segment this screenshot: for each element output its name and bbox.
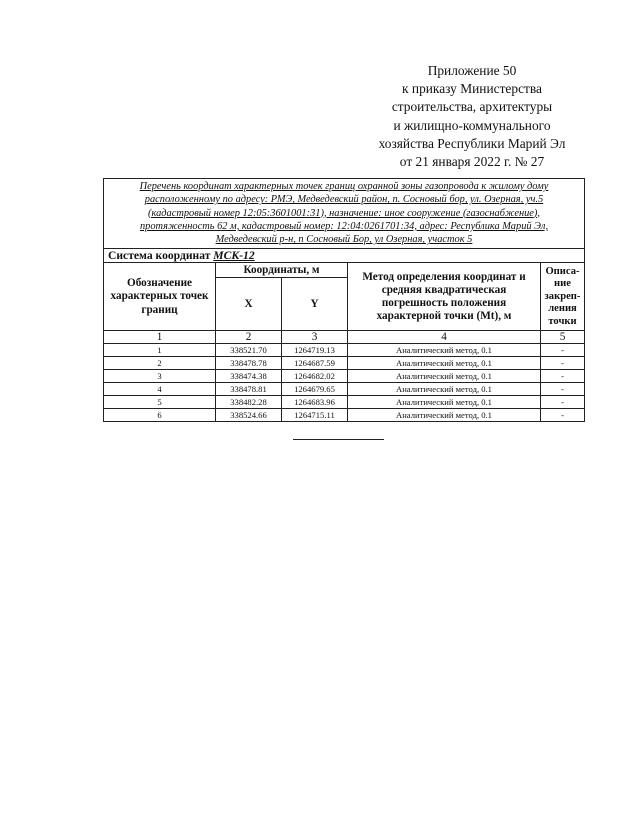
- table-title-line: расположенному по адресу: РМЭ, Медведевский район, п. Сосновый бор, ул. Озерная, уч.5: [144, 194, 544, 206]
- table-row: [104, 409, 585, 422]
- column-number: 4: [348, 331, 541, 344]
- table-row: [104, 344, 585, 357]
- header-description: [541, 263, 585, 331]
- table-title-line: Медведевский р-н, п Сосновый Бор, ул Озерная, участок 5: [215, 234, 473, 246]
- header-method-line: средняя квадратическая: [381, 283, 507, 296]
- appendix-line: от 21 января 2022 г. № 27: [399, 154, 545, 170]
- header-method-line: характерной точки (Mt), м: [376, 310, 512, 323]
- table-row: [104, 383, 585, 396]
- column-number: 1: [104, 331, 216, 344]
- header-x: X: [216, 278, 282, 331]
- closing-divider: [293, 439, 384, 440]
- method-cell: Аналитический метод, 0.1: [348, 357, 541, 370]
- x-cell: 338478.78: [216, 357, 282, 370]
- y-cell: 1264719.13: [282, 344, 348, 357]
- header-method-line: погрешность положения: [381, 296, 507, 309]
- header-designation-line: характерных точек: [110, 290, 209, 303]
- header-method: [348, 263, 541, 331]
- header-description-line: ления: [548, 303, 577, 315]
- header-method-line: Метод определения координат и: [362, 270, 526, 283]
- method-cell: Аналитический метод, 0.1: [348, 396, 541, 409]
- description-cell: -: [541, 396, 585, 409]
- table-title-line: (кадастровый номер 12:05:3601001:31), назначение: иное сооружение (газоснабжение),: [148, 207, 540, 219]
- coordinate-system-row: [104, 249, 585, 263]
- y-cell: 1264682.02: [282, 370, 348, 383]
- table-row: [104, 396, 585, 409]
- x-cell: 338521.70: [216, 344, 282, 357]
- table-title-line: Перечень координат характерных точек границ охранной зоны газопровода к жилому дому: [139, 181, 549, 192]
- y-cell: 1264679.65: [282, 383, 348, 396]
- point-cell: 5: [104, 396, 216, 409]
- point-cell: 3: [104, 370, 216, 383]
- column-number: 5: [541, 331, 585, 344]
- x-cell: 338524.66: [216, 409, 282, 422]
- coordinate-system-label: Система координат: [108, 249, 211, 263]
- header-description-line: ние: [554, 278, 571, 290]
- appendix-line: и жилищно-коммунального: [393, 117, 551, 133]
- appendix-line: хозяйства Республики Марий Эл: [378, 135, 566, 151]
- point-cell: 2: [104, 357, 216, 370]
- table-row: [104, 357, 585, 370]
- header-designation: [104, 263, 216, 331]
- header-description-line: точки: [548, 315, 577, 327]
- table-row: [104, 370, 585, 383]
- description-cell: -: [541, 383, 585, 396]
- method-cell: Аналитический метод, 0.1: [348, 409, 541, 422]
- coordinates-table: [103, 178, 585, 422]
- header-designation-line: Обозначение: [127, 277, 192, 290]
- description-cell: -: [541, 344, 585, 357]
- description-cell: -: [541, 370, 585, 383]
- description-cell: -: [541, 357, 585, 370]
- point-cell: 1: [104, 344, 216, 357]
- y-cell: 1264687.59: [282, 357, 348, 370]
- method-cell: Аналитический метод, 0.1: [348, 370, 541, 383]
- header-designation-line: границ: [141, 303, 178, 316]
- x-cell: 338474.38: [216, 370, 282, 383]
- appendix-line: строительства, архитектуры: [391, 99, 553, 115]
- header-description-line: закреп-: [544, 290, 581, 302]
- appendix-line: Приложение 50: [427, 63, 517, 78]
- method-cell: Аналитический метод, 0.1: [348, 383, 541, 396]
- appendix-header: [360, 62, 584, 171]
- point-cell: 6: [104, 409, 216, 422]
- point-cell: 4: [104, 383, 216, 396]
- header-y: Y: [282, 278, 348, 331]
- table-title-line: протяженность 62 м, кадастровый номер: 12:04:0261701:34, адрес: Республика Марий Эл,: [139, 220, 549, 232]
- y-cell: 1264683.96: [282, 396, 348, 409]
- method-cell: Аналитический метод, 0.1: [348, 344, 541, 357]
- table-title: [104, 179, 585, 249]
- column-number: 3: [282, 331, 348, 344]
- header-description-line: Описа-: [545, 265, 580, 277]
- description-cell: -: [541, 409, 585, 422]
- y-cell: 1264715.11: [282, 409, 348, 422]
- coordinate-system-name: МСК-12: [213, 249, 255, 263]
- column-number-row: [104, 331, 585, 344]
- appendix-line: к приказу Министерства: [402, 81, 542, 97]
- column-number: 2: [216, 331, 282, 344]
- header-coordinates: Координаты, м: [216, 263, 348, 278]
- x-cell: 338482.28: [216, 396, 282, 409]
- x-cell: 338478.81: [216, 383, 282, 396]
